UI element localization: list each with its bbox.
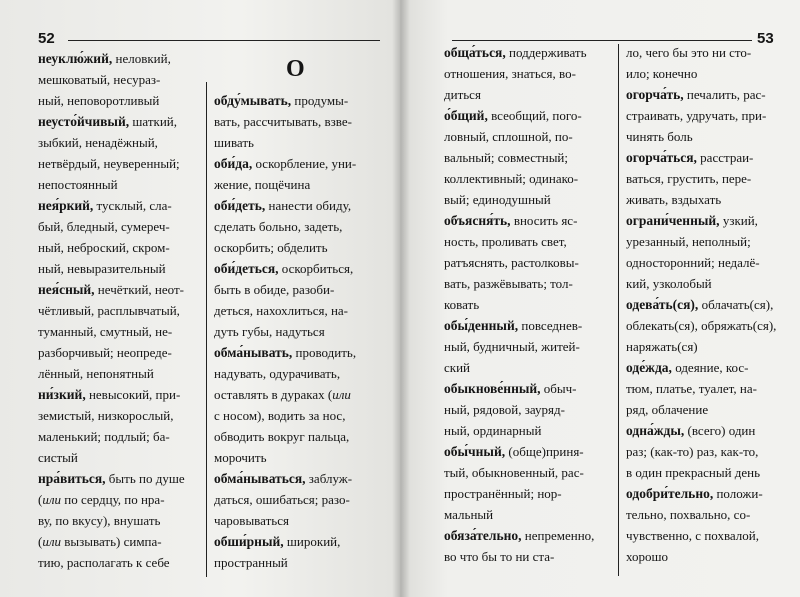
definition-text: расстраи- — [696, 150, 754, 165]
definition-text: живать, вздыхать — [626, 192, 722, 207]
text-line — [38, 447, 198, 468]
header-rule — [68, 40, 380, 41]
dictionary-column-2 — [626, 42, 782, 567]
italic-note: или — [332, 387, 351, 402]
headword: нра́виться, — [38, 471, 106, 486]
text-line — [626, 378, 782, 399]
definition-text: разборчивый; неопреде- — [38, 345, 172, 360]
definition-text: нанести обиду, — [265, 198, 352, 213]
definition-text: шивать — [214, 135, 254, 150]
headword: обы́денный, — [444, 318, 519, 333]
text-line — [444, 504, 610, 525]
text-line — [214, 300, 380, 321]
text-line — [38, 489, 198, 510]
definition-text: ловный, сплошной, по- — [444, 129, 573, 144]
definition-text: в один прекрасный день — [626, 465, 761, 480]
text-line — [38, 384, 198, 405]
text-line — [626, 504, 782, 525]
text-line — [444, 315, 610, 336]
definition-text: диться — [444, 87, 481, 102]
italic-note: или — [42, 492, 62, 507]
definition-text: вый; единодушный — [444, 192, 551, 207]
text-line — [626, 357, 782, 378]
text-line — [626, 42, 782, 63]
text-line — [214, 216, 380, 237]
definition-text: тельно, похвально, со- — [626, 507, 751, 522]
definition-text: земистый, низкорослый, — [38, 408, 174, 423]
text-line — [626, 210, 782, 231]
text-line — [626, 462, 782, 483]
definition-text: ( — [38, 492, 43, 507]
text-line — [38, 132, 198, 153]
text-line — [214, 468, 380, 489]
definition-text: коллективный; одинако- — [444, 171, 579, 186]
column-divider — [206, 82, 207, 577]
text-line — [626, 252, 782, 273]
headword: обы́чный, — [444, 444, 506, 459]
text-line — [444, 189, 610, 210]
section-letter: О — [286, 56, 305, 82]
text-line — [38, 153, 198, 174]
text-line — [626, 294, 782, 315]
definition-text: наряжать(ся) — [626, 339, 698, 354]
definition-text: бый, бледный, сумереч- — [38, 219, 170, 234]
text-line — [38, 300, 198, 321]
definition-text: всеобщий, пого- — [487, 108, 582, 123]
definition-text: во что бы то ни ста- — [444, 549, 555, 564]
dictionary-column-2 — [214, 90, 380, 573]
text-line — [444, 357, 610, 378]
text-line — [214, 174, 380, 195]
text-line — [38, 174, 198, 195]
definition-text: ратъяснять, растолковы- — [444, 255, 579, 270]
column-divider — [618, 44, 619, 576]
definition-text: ный, будничный, житей- — [444, 339, 580, 354]
text-line — [214, 111, 380, 132]
text-line — [214, 342, 380, 363]
definition-text: оскорбиться, — [278, 261, 354, 276]
page-number: 52 — [38, 30, 55, 47]
definition-text: хорошо — [626, 549, 669, 564]
text-line — [214, 321, 380, 342]
definition-text: тый, обыкновенный, рас- — [444, 465, 584, 480]
text-line — [626, 105, 782, 126]
text-line — [444, 441, 610, 462]
text-line — [626, 63, 782, 84]
italic-note: или — [42, 534, 62, 549]
definition-text: быть по душе — [105, 471, 185, 486]
text-line — [214, 90, 380, 111]
definition-text: обводить вокруг пальца, — [214, 429, 350, 444]
definition-text: неловкий, — [112, 51, 171, 66]
definition-text: односторонний; недалё- — [626, 255, 760, 270]
dictionary-column-1 — [444, 42, 610, 567]
text-line — [626, 336, 782, 357]
definition-text: урезанный, неполный; — [626, 234, 751, 249]
text-line — [626, 315, 782, 336]
text-line — [444, 378, 610, 399]
text-line — [214, 195, 380, 216]
definition-text: жение, пощёчина — [214, 177, 311, 192]
text-line — [444, 399, 610, 420]
definition-text: тию, располагать к себе — [38, 555, 170, 570]
text-line — [626, 168, 782, 189]
text-line — [38, 258, 198, 279]
text-line — [38, 426, 198, 447]
definition-text: непременно, — [521, 528, 595, 543]
definition-text: сделать больно, задеть, — [214, 219, 343, 234]
definition-text: быть в обиде, разоби- — [214, 282, 335, 297]
headword: одна́жды, — [626, 423, 685, 438]
text-line — [38, 552, 198, 573]
definition-text: раз; (как-то) раз, как-то, — [626, 444, 759, 459]
definition-text: ный, невыразительный — [38, 261, 166, 276]
definition-text: по сердцу, по нра- — [61, 492, 165, 507]
text-line — [444, 147, 610, 168]
text-line — [444, 42, 610, 63]
definition-text: деться, нахохлиться, на- — [214, 303, 349, 318]
text-line — [626, 483, 782, 504]
text-line — [38, 216, 198, 237]
definition-text: вызывать) симпа- — [61, 534, 162, 549]
definition-text: отношения, знаться, во- — [444, 66, 576, 81]
headword: обща́ться, — [444, 45, 506, 60]
definition-text: узкий, — [719, 213, 758, 228]
headword: ограни́ченный, — [626, 213, 720, 228]
text-line — [626, 273, 782, 294]
page-number: 53 — [757, 30, 774, 47]
text-line — [444, 105, 610, 126]
definition-text: оставлять в дураках ( — [214, 387, 333, 402]
text-line — [444, 168, 610, 189]
text-line — [214, 363, 380, 384]
definition-text: чаровываться — [214, 513, 289, 528]
definition-text: зыбкий, ненадёжный, — [38, 135, 158, 150]
definition-text: невысокий, при- — [85, 387, 181, 402]
definition-text: повседнев- — [518, 318, 583, 333]
definition-text: одеяние, кос- — [671, 360, 749, 375]
definition-text: ный, неброский, скром- — [38, 240, 170, 255]
definition-text: даться, ошибаться; разо- — [214, 492, 350, 507]
definition-text: (обще)приня- — [505, 444, 584, 459]
text-line — [626, 441, 782, 462]
definition-text: ( — [38, 534, 43, 549]
text-line — [214, 447, 380, 468]
text-line — [38, 90, 198, 111]
definition-text: вносить яс- — [510, 213, 578, 228]
definition-text: чётливый, расплывчатый, — [38, 303, 180, 318]
text-line — [444, 294, 610, 315]
book-gutter — [392, 0, 410, 597]
definition-text: ный, неповоротливый — [38, 93, 160, 108]
definition-text: непостоянный — [38, 177, 118, 192]
definition-text: облачать(ся), — [698, 297, 774, 312]
headword: обма́нывать, — [214, 345, 293, 360]
text-line — [38, 531, 198, 552]
text-line — [444, 483, 610, 504]
definition-text: морочить — [214, 450, 267, 465]
definition-text: систый — [38, 450, 78, 465]
definition-text: ву, по вкусу), внушать — [38, 513, 161, 528]
text-line — [444, 126, 610, 147]
definition-text: ность, проливать свет, — [444, 234, 567, 249]
text-line — [626, 126, 782, 147]
text-line — [38, 405, 198, 426]
definition-text: мешковатый, несураз- — [38, 72, 161, 87]
text-line — [444, 84, 610, 105]
headword: обма́нываться, — [214, 471, 306, 486]
text-line — [38, 468, 198, 489]
text-line — [626, 147, 782, 168]
definition-text: ский — [444, 360, 470, 375]
definition-text: оскорбить; обделить — [214, 240, 328, 255]
text-line — [214, 489, 380, 510]
definition-text: маленький; подлый; ба- — [38, 429, 170, 444]
text-line — [626, 420, 782, 441]
definition-text: поддерживать — [505, 45, 587, 60]
text-line — [214, 237, 380, 258]
definition-text: заблуж- — [305, 471, 353, 486]
dictionary-column-1 — [38, 48, 198, 573]
headword: о́бщий, — [444, 108, 488, 123]
text-line — [214, 153, 380, 174]
text-line — [214, 426, 380, 447]
headword: огорча́ться, — [626, 150, 697, 165]
definition-text: ряд, облачение — [626, 402, 709, 417]
definition-text: печалить, рас- — [683, 87, 766, 102]
definition-text: мальный — [444, 507, 494, 522]
definition-text: шаткий, — [129, 114, 177, 129]
text-line — [444, 336, 610, 357]
text-line — [444, 546, 610, 567]
headword: нея́ркий, — [38, 198, 94, 213]
text-line — [38, 342, 198, 363]
headword: ни́зкий, — [38, 387, 86, 402]
text-line — [38, 48, 198, 69]
text-line — [444, 525, 610, 546]
definition-text: лённый, непонятный — [38, 366, 154, 381]
text-line — [626, 546, 782, 567]
text-line — [214, 132, 380, 153]
definition-text: ваться, грустить, пере- — [626, 171, 752, 186]
headword: неусто́йчивый, — [38, 114, 130, 129]
text-line — [626, 189, 782, 210]
text-line — [444, 210, 610, 231]
definition-text: туманный, смутный, не- — [38, 324, 173, 339]
headword: неуклю́жий, — [38, 51, 113, 66]
text-line — [38, 111, 198, 132]
definition-text: ло, чего бы это ни сто- — [626, 45, 752, 60]
definition-text: широкий, — [283, 534, 341, 549]
text-line — [214, 405, 380, 426]
text-line — [38, 363, 198, 384]
headword: оби́да, — [214, 156, 253, 171]
text-line — [214, 531, 380, 552]
definition-text: нетвёрдый, неуверенный; — [38, 156, 180, 171]
text-line — [444, 462, 610, 483]
text-line — [626, 525, 782, 546]
headword: обыкнове́нный, — [444, 381, 541, 396]
text-line — [38, 279, 198, 300]
text-line — [214, 552, 380, 573]
definition-text: облекать(ся), обряжать(ся), — [626, 318, 777, 333]
headword: нея́сный, — [38, 282, 95, 297]
text-line — [626, 399, 782, 420]
headword: оби́деть, — [214, 198, 266, 213]
definition-text: надувать, одурачивать, — [214, 366, 341, 381]
text-line — [444, 273, 610, 294]
text-line — [214, 384, 380, 405]
definition-text: чинять боль — [626, 129, 693, 144]
definition-text: ковать — [444, 297, 480, 312]
text-line — [38, 195, 198, 216]
headword: оде́жда, — [626, 360, 672, 375]
text-line — [38, 321, 198, 342]
definition-text: с носом), водить за нос, — [214, 408, 346, 423]
headword: одобри́тельно, — [626, 486, 714, 501]
text-line — [214, 279, 380, 300]
text-line — [444, 420, 610, 441]
text-line — [626, 84, 782, 105]
headword: оби́деться, — [214, 261, 279, 276]
text-line — [444, 231, 610, 252]
headword: обду́мывать, — [214, 93, 292, 108]
headword: одева́ть(ся), — [626, 297, 699, 312]
definition-text: положи- — [713, 486, 763, 501]
definition-text: тусклый, сла- — [93, 198, 172, 213]
text-line — [444, 63, 610, 84]
right-page — [400, 0, 800, 597]
headword: обши́рный, — [214, 534, 284, 549]
text-line — [626, 231, 782, 252]
headword: огорча́ть, — [626, 87, 684, 102]
definition-text: ный, рядовой, зауряд- — [444, 402, 565, 417]
definition-text: дуть губы, надуться — [214, 324, 325, 339]
definition-text: нечёткий, неот- — [94, 282, 184, 297]
definition-text: вать, разжёвывать; тол- — [444, 276, 573, 291]
text-line — [38, 510, 198, 531]
text-line — [214, 510, 380, 531]
definition-text: оскорбление, уни- — [252, 156, 357, 171]
text-line — [444, 252, 610, 273]
definition-text: продумы- — [291, 93, 349, 108]
definition-text: тюм, платье, туалет, на- — [626, 381, 757, 396]
definition-text: (всего) один — [684, 423, 756, 438]
definition-text: обыч- — [540, 381, 577, 396]
definition-text: проводить, — [292, 345, 357, 360]
definition-text: пространённый; нор- — [444, 486, 562, 501]
definition-text: вальный; совместный; — [444, 150, 568, 165]
definition-text: кий, узколобый — [626, 276, 712, 291]
header-rule — [452, 40, 752, 41]
definition-text: чувственно, с похвалой, — [626, 528, 759, 543]
definition-text: ный, ординарный — [444, 423, 542, 438]
definition-text: страивать, удручать, при- — [626, 108, 767, 123]
definition-text: ило; конечно — [626, 66, 698, 81]
definition-text: пространный — [214, 555, 288, 570]
definition-text: вать, рассчитывать, взве- — [214, 114, 352, 129]
text-line — [38, 69, 198, 90]
text-line — [214, 258, 380, 279]
headword: объясня́ть, — [444, 213, 511, 228]
text-line — [38, 237, 198, 258]
headword: обяза́тельно, — [444, 528, 522, 543]
